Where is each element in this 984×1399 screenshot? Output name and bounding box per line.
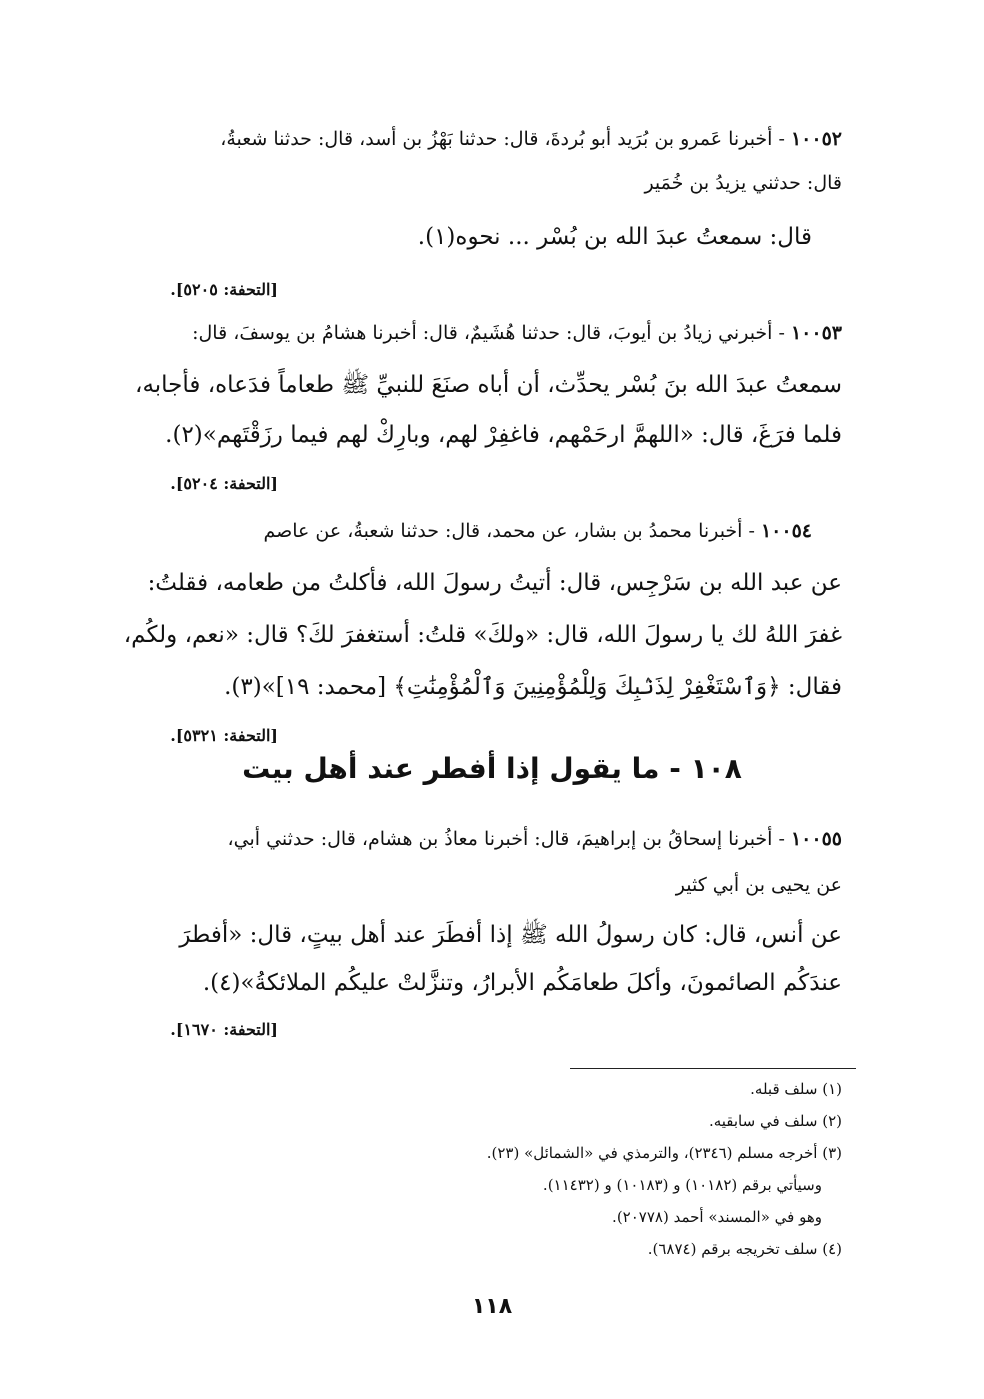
hadith-number: ١٠٠٥٤	[760, 520, 812, 542]
footnote-4: (٤) سلف تخريجه برقم (٦٨٧٤).	[647, 1240, 842, 1258]
hadith-number: ١٠٠٥٢	[790, 128, 842, 150]
hadith-10053-matn-line-2: فلما فرَغَ، قال: «اللهمَّ ارحَمْهم، فاغفِرْ لهم، وبارِكْ لهم فيما رزَقْتَهم»(٢).	[165, 422, 842, 448]
hadith-10054-matn-line-1: عن عبد الله بن سَرْجِس، قال: أتيتُ رسولَ الله، فأكلتُ من طعامه، فقلتُ:	[147, 570, 842, 596]
hadith-10055-isnad-line-2: عن يحيى بن أبي كثير	[675, 874, 842, 896]
footnote-1: (١) سلف قبله.	[750, 1080, 842, 1098]
isnad-text: - أخبرنا محمدُ بن بشار، عن محمد، قال: حدثنا شعبةُ، عن عاصم	[263, 520, 755, 542]
hadith-10054-matn-line-3: فقال: ﴿وَٱسْتَغْفِرْ لِذَنۢبِكَ وَلِلْمُؤْمِنِينَ وَٱلْمُؤْمِنَٰتِ﴾ [محمد: ١٩]»(٣).	[224, 674, 842, 700]
footnote-3: (٣) أخرجه مسلم (٢٣٤٦)، والترمذي في «الشمائل» (٢٣).	[486, 1144, 842, 1162]
hadith-10052-matn: قال: سمعتُ عبدَ الله بن بُسْر ... نحوه(١).	[417, 224, 812, 250]
page-number: ١١٨	[471, 1294, 513, 1319]
isnad-text: - أخبرني زيادُ بن أيوبَ، قال: حدثنا هُشَيمٌ، قال: أخبرنا هشامُ بن يوسفَ، قال:	[192, 322, 785, 344]
isnad-text: - أخبرنا عَمرو بن بُرَيد أبو بُردةَ، قال: حدثنا بَهْزُ بن أسد، قال: حدثنا شعبةُ،	[220, 128, 785, 150]
footnote-2: (٢) سلف في سابقيه.	[708, 1112, 842, 1130]
footnote-divider	[570, 1068, 856, 1069]
hadith-10053-tuhfa-ref: [التحفة: ٥٢٠٤].	[170, 474, 278, 493]
hadith-10054-matn-line-2: غفرَ اللهُ لك يا رسولَ الله، قال: «ولكَ» قلتُ: أستغفرَ لكَ؟ قال: «نعم، ولكُم،	[123, 622, 842, 648]
hadith-10054-isnad-line-1	[263, 520, 812, 542]
hadith-number: ١٠٠٥٥	[790, 828, 842, 850]
footnote-3-cont-1: وسيأتي برقم (١٠١٨٢) و (١٠١٨٣) و (١١٤٣٢).	[542, 1176, 822, 1194]
hadith-10052-isnad-line-2: قال: حدثني يزيدُ بن خُمَير	[644, 172, 842, 194]
hadith-10052-tuhfa-ref: [التحفة: ٥٢٠٥].	[170, 280, 278, 299]
footnote-3-cont-2: وهو في «المسند» أحمد (٢٠٧٧٨).	[612, 1208, 822, 1226]
hadith-10053-isnad-line-1	[192, 322, 842, 344]
hadith-10055-tuhfa-ref: [التحفة: ١٦٧٠].	[170, 1020, 278, 1039]
hadith-number: ١٠٠٥٣	[790, 322, 842, 344]
hadith-10055-matn-line-1: عن أنس، قال: كان رسولُ الله ﷺ إذا أفطَرَ عند أهل بيتٍ، قال: «أفطرَ	[179, 922, 842, 948]
hadith-10054-tuhfa-ref: [التحفة: ٥٣٢١].	[170, 726, 278, 745]
chapter-heading: ١٠٨ - ما يقول إذا أفطر عند أهل بيت	[242, 752, 742, 785]
hadith-10055-matn-line-2: عندَكُم الصائمونَ، وأكلَ طعامَكُم الأبرارُ، وتنزَّلتْ عليكُم الملائكةُ»(٤).	[202, 970, 842, 996]
hadith-10053-matn-line-1: سمعتُ عبدَ الله بنَ بُسْر يحدِّث، أن أباه صنَعَ للنبيِّ ﷺ طعاماً فدَعاه، فأجابه،	[135, 372, 842, 398]
isnad-text: - أخبرنا إسحاقُ بن إبراهيمَ، قال: أخبرنا معاذُ بن هشام، قال: حدثني أبي،	[227, 828, 785, 850]
hadith-10055-isnad-line-1	[228, 828, 842, 850]
hadith-10052-isnad-line-1	[220, 128, 842, 150]
